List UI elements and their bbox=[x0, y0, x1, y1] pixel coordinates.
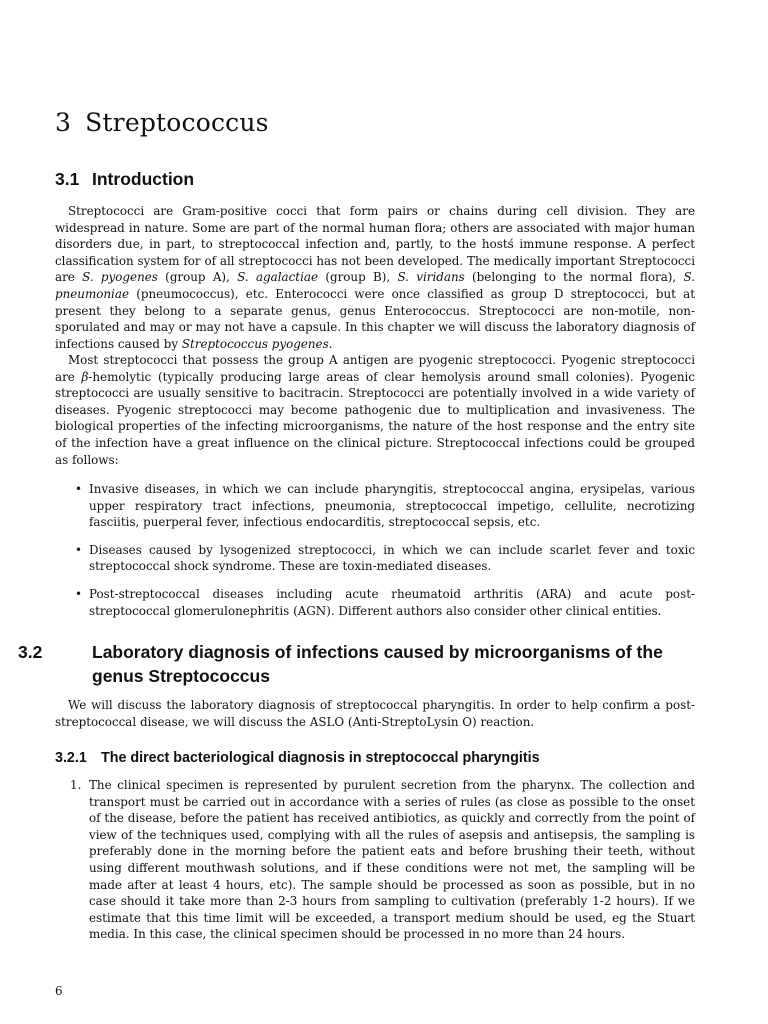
list-number: 1. bbox=[70, 778, 82, 792]
section-title: Laboratory diagnosis of infections caused by microorganisms of the genus Streptococcus bbox=[92, 642, 663, 686]
lab-paragraph: We will discuss the laboratory diagnosis of streptococcal pharyngitis. In order to help confirm a post-streptococcal disease, we will discuss the ASLO (Anti-StreptoLysin O) reaction. bbox=[55, 698, 695, 729]
species-name: Streptococcus pyogenes bbox=[181, 336, 329, 351]
bullet-marker: • bbox=[75, 542, 83, 557]
intro-paragraph-2: Most streptococci that possess the group A antigen are pyogenic streptococci. Pyogenic streptococci are β-hemolytic (typically producing large areas of clear hemolysis around small colonies). Pyogenic streptococci are usually sensitive to bacitracin. Streptococci are potentially involved in a wide variety of diseases. Pyogenic streptococci may become pathogenic due to multiplication and invasiveness. The biological properties of the infecting microorganisms, the nature of the host response and the entry site of the infection have a great influence on the clinical picture. Streptococcal infections could be grouped as follows: bbox=[55, 353, 695, 467]
intro-paragraph-1: Streptococci are Gram-positive cocci that form pairs or chains during cell division. They are widespread in nature. Some are part of the normal human flora; others are associated with major human disorders due, in part, to streptococcal infection and, partly, to the hostś immune response. A perfect classification system for of all streptococci has not been developed. The medically important Streptococci are S. pyogenes (group A), S. agalactiae (group B), S. viridans (belonging to the normal flora), S. pneumoniae (pneumococcus), etc. Enterococci were once classified as group D streptococci, but at present they belong to a separate genus, genus Enterococcus. Streptococci are non-motile, non-sporulated and may or may not have a capsule. In this chapter we will discuss the laboratory diagnosis of infections caused by Streptococcus pyogenes. bbox=[55, 204, 696, 351]
subsection-heading-direct-diagnosis bbox=[55, 750, 540, 766]
numbered-list bbox=[55, 777, 695, 943]
list-item: 1. The clinical specimen is represented by purulent secretion from the pharynx. The collection and transport must be carried out in accordance with a series of rules (as close as possible to the onset of the disease, before the patient has received antibiotics, as quickly and correctly from the point of view of the techniques used, complying with all the rules of asepsis and antisepsis, the sampling is preferably done in the morning before the patient eats and before brushing their teeth, without using different mouthwash solutions, and if these conditions were not met, the sampling will be made after at least 4 hours, etc). The sample should be processed as soon as possible, but in no case should it take more than 2-3 hours from sampling to cultivation (preferably 1-2 hours). If we estimate that this time limit will be exceeded, a transport medium should be used, eg the Stuart media. In this case, the clinical specimen should be processed in no more than 24 hours. bbox=[70, 778, 695, 942]
page-number: 6 bbox=[55, 984, 63, 998]
section-heading-introduction bbox=[55, 167, 194, 191]
section-heading-laboratory-diagnosis bbox=[18, 640, 695, 688]
beta-symbol: β bbox=[81, 369, 89, 384]
subsection-number: 3.2.1 bbox=[55, 750, 87, 766]
chapter-number: 3 bbox=[55, 108, 72, 137]
bullet-marker: • bbox=[75, 586, 83, 601]
section-number: 3.1 bbox=[55, 169, 80, 189]
list-item: • Invasive diseases, in which we can include pharyngitis, streptococcal angina, erysipelas, various upper respiratory tract infections, pneumonia, streptococcal impetigo, cellulite, necrotizing fasciitis, puerperal fever, infectious endocarditis, streptococcal sepsis, etc. bbox=[75, 482, 695, 530]
disease-groups-list bbox=[55, 481, 695, 630]
species-name: S. pneumoniae bbox=[55, 270, 696, 301]
species-name: S. agalactiae bbox=[237, 270, 319, 285]
list-item: • Diseases caused by lysogenized streptococci, in which we can include scarlet fever and toxic streptococcal shock syndrome. These are toxin-mediated diseases. bbox=[75, 542, 695, 574]
species-name: S. viridans bbox=[397, 270, 465, 285]
section-number: 3.2 bbox=[18, 642, 43, 662]
document-page bbox=[18, 0, 696, 1024]
species-name: S. pyogenes bbox=[82, 270, 158, 285]
list-item: • Post-streptococcal diseases including acute rheumatoid arthritis (ARA) and acute post-streptococcal glomerulonephritis (AGN). Different authors also consider other clinical entities. bbox=[75, 586, 695, 618]
subsection-title: The direct bacteriological diagnosis in streptococcal pharyngitis bbox=[101, 750, 540, 766]
section-title: Introduction bbox=[92, 169, 195, 189]
chapter-title-text: Streptococcus bbox=[85, 108, 269, 137]
bullet-marker: • bbox=[75, 482, 83, 496]
chapter-title bbox=[55, 108, 269, 137]
